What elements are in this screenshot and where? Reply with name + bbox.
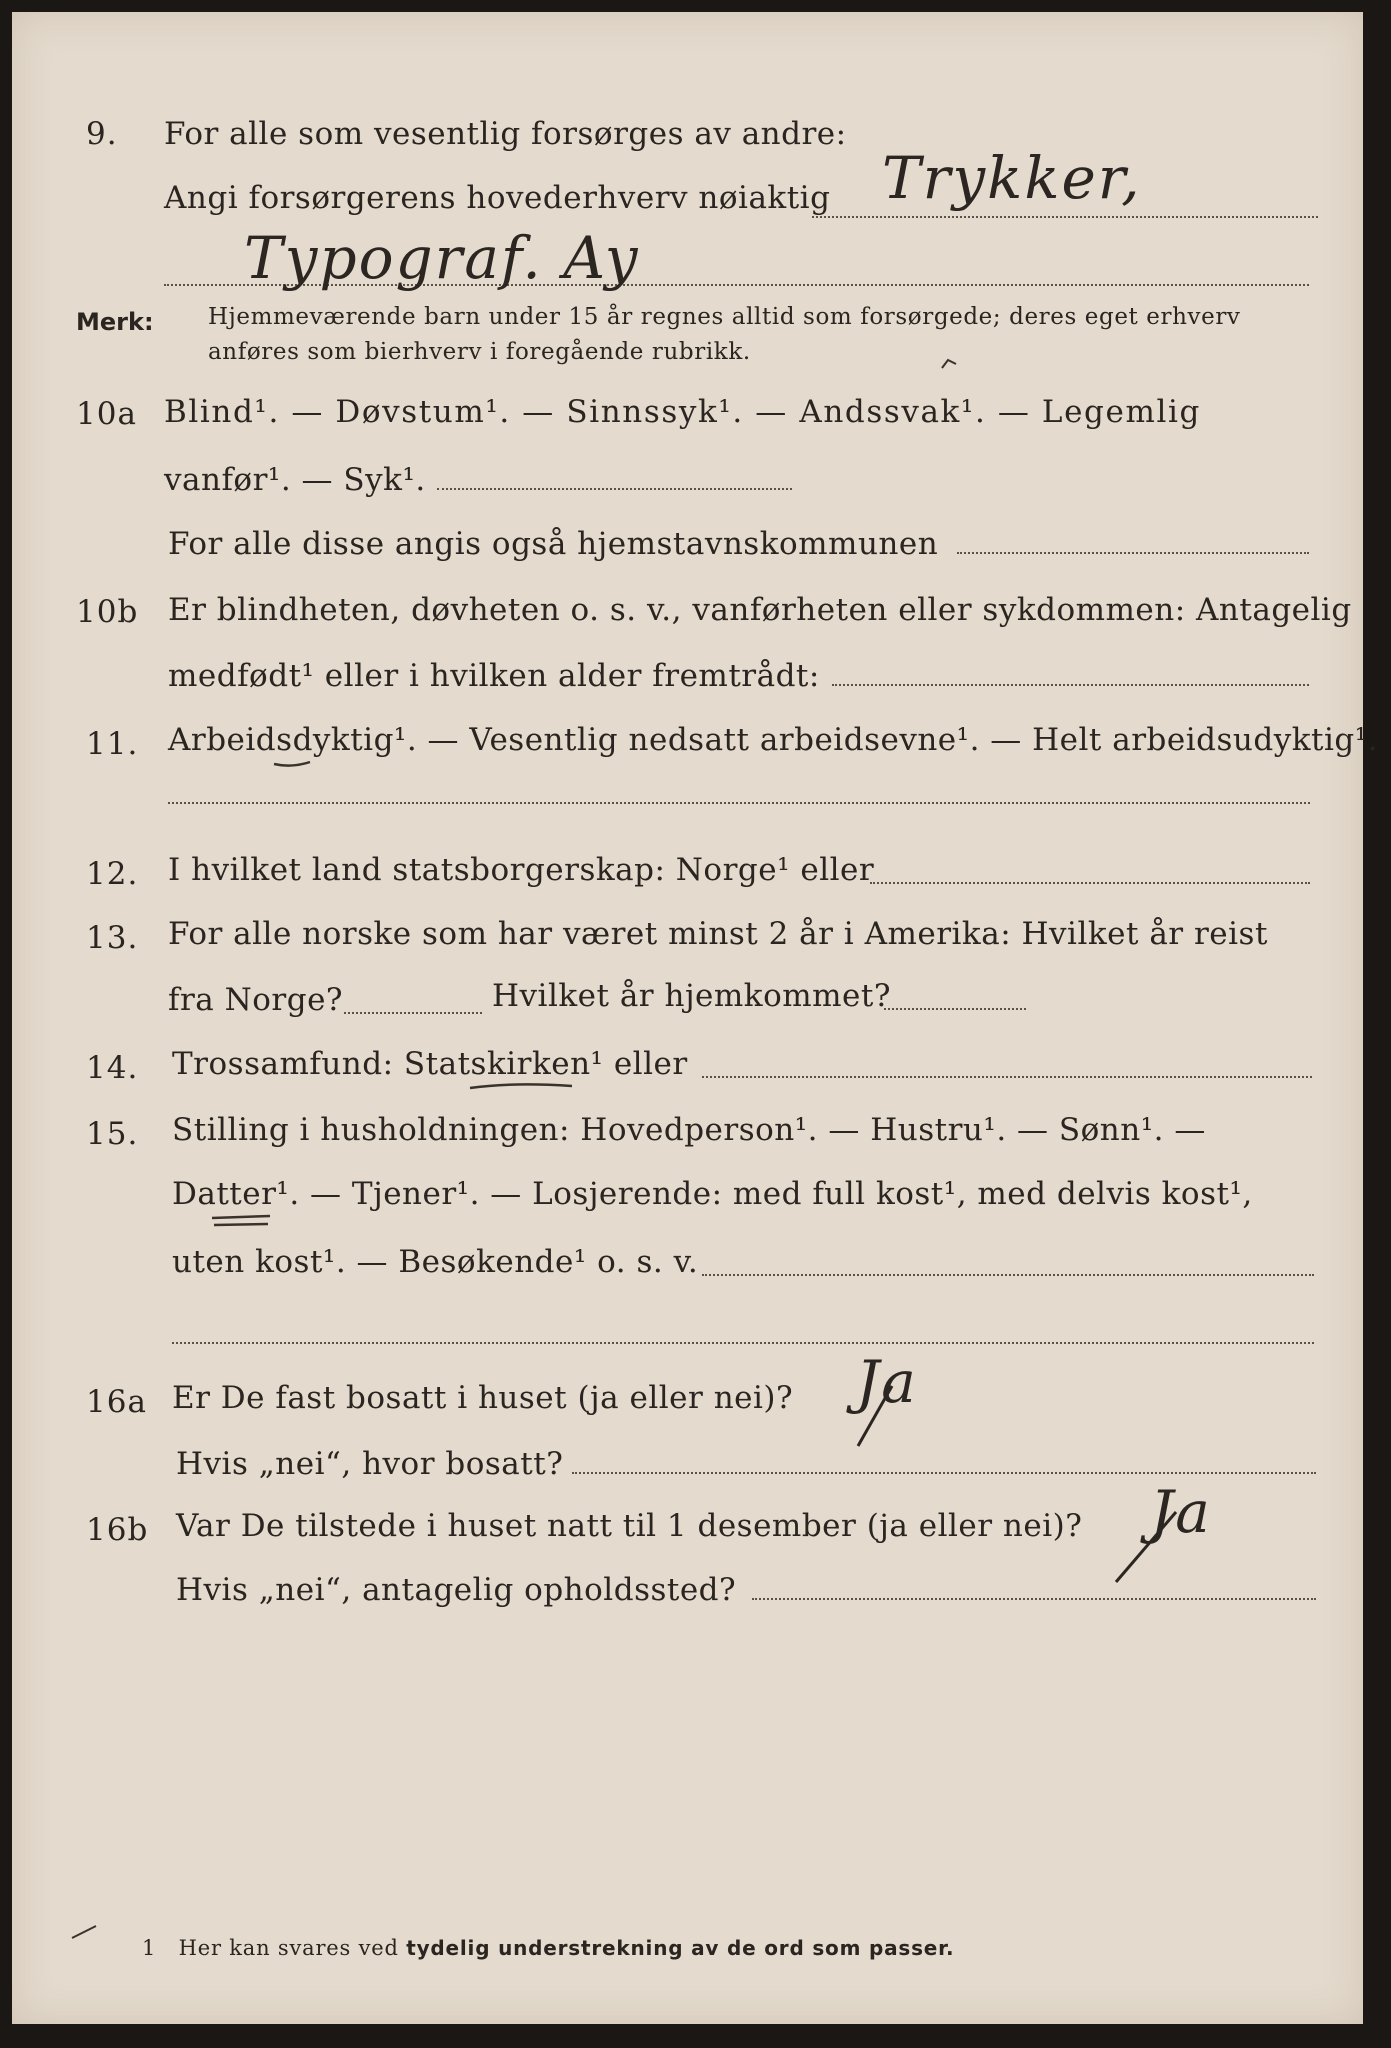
- merk-line1: Hjemmeværende barn under 15 år regnes alltid som forsørgede; deres eget erhverv: [208, 304, 1241, 330]
- underline-datter-1: [212, 1216, 270, 1218]
- q16b-line1: Var De tilstede i huset natt til 1 desember (ja eller nei)?: [176, 1508, 1083, 1544]
- underline-datter-2: [214, 1224, 268, 1225]
- q11-line1: Arbeidsdyktig¹. — Vesentlig nedsatt arbeidsevne¹. — Helt arbeidsudyktig¹.: [168, 722, 1379, 758]
- tick-mark-andssvak: [942, 360, 956, 368]
- stroke-q16a: [858, 1386, 892, 1446]
- footnote-text-bold: tydelig understrekning av de ord som passer.: [406, 1936, 955, 1960]
- q10a-number: 10a: [76, 396, 137, 432]
- q16b-line2: Hvis „nei“, antagelig opholdssted?: [176, 1572, 737, 1608]
- q16a-line1: Er De fast bosatt i huset (ja eller nei)?: [172, 1380, 794, 1416]
- margin-mark: [72, 1926, 96, 1938]
- q14-line1: Trossamfund: Statskirken¹ eller: [172, 1046, 688, 1082]
- q13-line1: For alle norske som har været minst 2 år i Amerika: Hvilket år reist: [168, 916, 1268, 952]
- stroke-q16b: [1116, 1512, 1176, 1582]
- q15-line2: Datter¹. — Tjener¹. — Losjerende: med full kost¹, med delvis kost¹,: [172, 1176, 1253, 1212]
- q10b-number: 10b: [76, 594, 139, 630]
- census-form-page: [12, 12, 1379, 2024]
- q9-number: 9.: [86, 116, 118, 152]
- q16a-line2: Hvis „nei“, hvor bosatt?: [176, 1446, 564, 1482]
- footnote-marker: 1: [142, 1936, 157, 1960]
- underline-arbeidsdyktig: [274, 762, 310, 766]
- q15-line1: Stilling i husholdningen: Hovedperson¹. — Hustru¹. — Sønn¹. —: [172, 1112, 1206, 1148]
- q12-number: 12.: [86, 856, 139, 892]
- q15-number: 15.: [86, 1116, 139, 1152]
- q11-number: 11.: [86, 726, 139, 762]
- q16b-number: 16b: [86, 1512, 149, 1548]
- q16a-number: 16a: [86, 1384, 147, 1420]
- q13-line2a: fra Norge?: [168, 982, 344, 1018]
- q9-handwritten-answer-1: Trykker,: [882, 144, 1142, 212]
- q15-line3: uten kost¹. — Besøkende¹ o. s. v.: [172, 1244, 699, 1280]
- q10a-line1: Blind¹. — Døvstum¹. — Sinnssyk¹. — Andssvak¹. — Legemlig: [164, 394, 1201, 430]
- underline-statskirken: [470, 1084, 572, 1088]
- footnote-text-plain: Her kan svares ved: [178, 1936, 399, 1960]
- merk-label: Merk:: [76, 308, 154, 336]
- merk-line2: anføres som bierhverv i foregående rubrikk.: [208, 339, 751, 365]
- q10b-line2: medfødt¹ eller i hvilken alder fremtrådt:: [168, 658, 820, 694]
- q9-line2: Angi forsørgerens hovederhverv nøiaktig: [164, 180, 831, 216]
- q16a-handwritten-answer: Ja: [856, 1348, 918, 1416]
- handwritten-marks: [12, 12, 1363, 2024]
- q16b-handwritten-answer: Ja: [1150, 1478, 1212, 1546]
- q9-handwritten-answer-2: Typograf. Ay: [244, 224, 640, 292]
- q12-line1: I hvilket land statsborgerskap: Norge¹ eller: [168, 852, 875, 888]
- q10b-line1: Er blindheten, døvheten o. s. v., vanførheten eller sykdommen: Antagelig: [168, 592, 1352, 628]
- q13-number: 13.: [86, 920, 139, 956]
- q13-line2b: Hvilket år hjemkommet?: [492, 978, 891, 1014]
- q10a-line2: vanfør¹. — Syk¹.: [164, 462, 426, 498]
- q10a-line3: For alle disse angis også hjemstavnskommunen: [168, 526, 939, 562]
- q9-line1: For alle som vesentlig forsørges av andre:: [164, 116, 847, 152]
- q14-number: 14.: [86, 1050, 139, 1086]
